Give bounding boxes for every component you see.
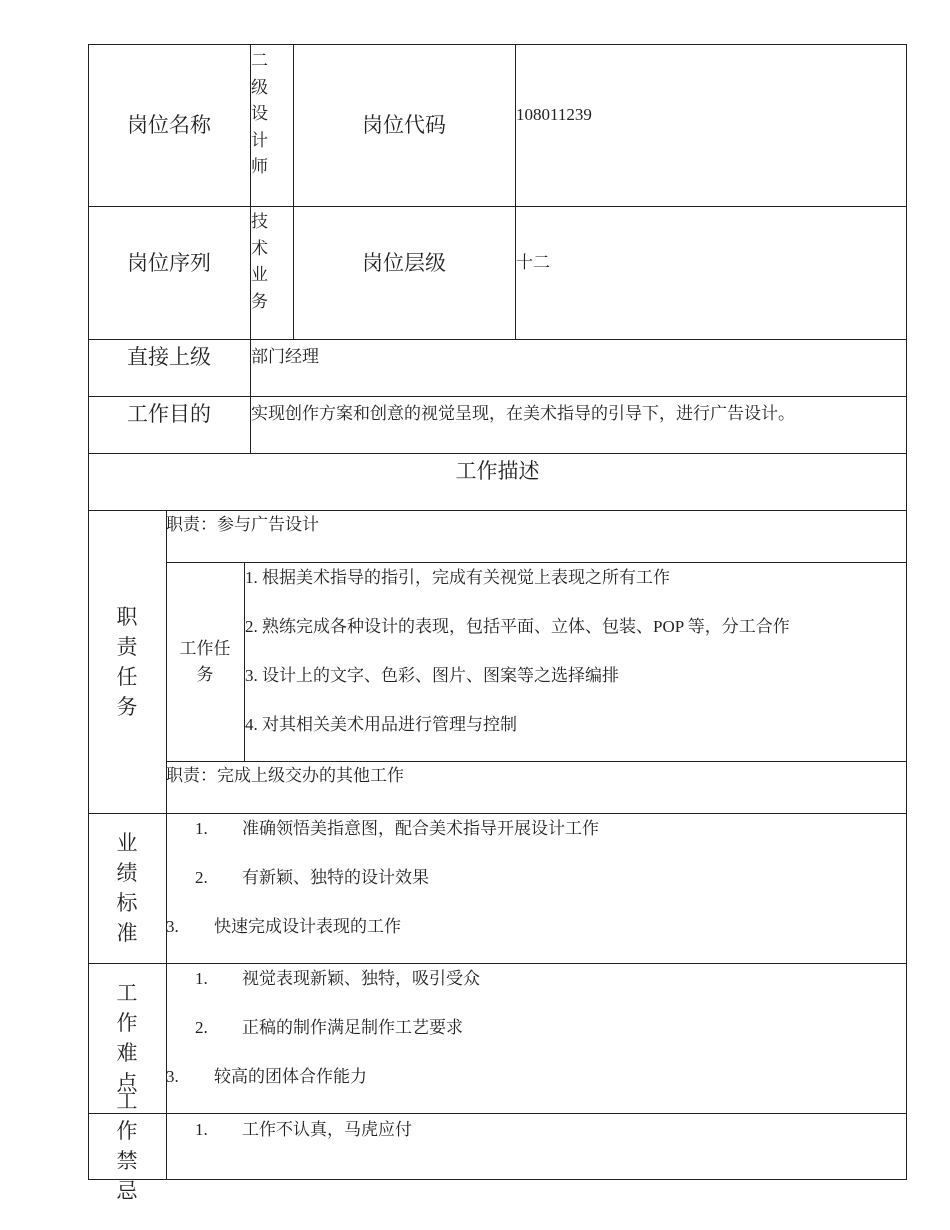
list-number: 2. [195, 868, 208, 887]
list-item [195, 968, 480, 990]
purpose-label: 工作目的 [127, 402, 211, 426]
task-item: 4. 对其相关美术用品进行管理与控制 [245, 715, 517, 734]
row-divider [166, 761, 907, 762]
row-divider [88, 1113, 907, 1114]
row-divider [88, 963, 907, 964]
position-code-value: 108011239 [516, 105, 592, 124]
list-text: 视觉表现新颖、独特，吸引受众 [242, 969, 480, 988]
task-item: 1. 根据美术指导的指引，完成有关视觉上表现之所有工作 [245, 568, 670, 587]
performance-label: 业绩标准 [116, 831, 138, 945]
list-text: 正稿的制作满足制作工艺要求 [242, 1018, 463, 1037]
table-border-right [906, 44, 907, 1180]
list-text: 准确领悟美指意图，配合美术指导开展设计工作 [242, 819, 599, 838]
list-text: 有新颖、独特的设计效果 [242, 868, 429, 887]
row-divider [88, 453, 907, 454]
task-item: 2. 熟练完成各种设计的表现，包括平面、立体、包装、POP 等，分工合作 [245, 617, 790, 636]
row-divider [166, 562, 907, 563]
list-number: 3. [166, 917, 179, 936]
supervisor-value: 部门经理 [251, 347, 319, 366]
taboos-label: 工作禁忌 [116, 1089, 138, 1203]
position-series-label: 岗位序列 [127, 251, 211, 275]
row-divider [88, 813, 907, 814]
purpose-value: 实现创作方案和创意的视觉呈现，在美术指导的引导下，进行广告设计。 [251, 404, 795, 423]
row-divider [88, 396, 907, 397]
duty-1: 职责：参与广告设计 [166, 515, 319, 534]
difficulties-label: 工作难点 [116, 981, 138, 1095]
list-text: 快速完成设计表现的工作 [214, 917, 401, 936]
list-item [195, 1119, 412, 1141]
list-item [195, 818, 599, 840]
list-text: 较高的团体合作能力 [214, 1067, 367, 1086]
supervisor-label: 直接上级 [127, 345, 211, 369]
list-text: 工作不认真，马虎应付 [242, 1120, 412, 1139]
position-level-label: 岗位层级 [362, 251, 446, 275]
duty-2: 职责：完成上级交办的其他工作 [166, 766, 404, 785]
task-item: 3. 设计上的文字、色彩、图片、图案等之选择编排 [245, 666, 619, 685]
list-number: 1. [195, 969, 208, 988]
list-item [195, 867, 429, 889]
position-level-value: 十二 [516, 253, 550, 272]
list-item [195, 1017, 463, 1039]
list-item [166, 916, 401, 938]
list-number: 3. [166, 1067, 179, 1086]
list-number: 1. [195, 1120, 208, 1139]
position-code-label: 岗位代码 [362, 113, 446, 137]
position-name-value: 二级设计师 [251, 51, 268, 176]
list-number: 1. [195, 819, 208, 838]
tasks-label: 工作任务 [179, 638, 231, 684]
work-description-title: 工作描述 [455, 459, 540, 483]
position-series-value: 技术业务 [251, 212, 268, 311]
position-name-label: 岗位名称 [127, 113, 211, 137]
list-number: 2. [195, 1018, 208, 1037]
column-divider [515, 44, 516, 339]
list-item [166, 1066, 367, 1088]
row-divider [88, 339, 907, 340]
row-divider [88, 510, 907, 511]
table-border-bottom [88, 1179, 907, 1180]
duties-label: 职责任务 [116, 604, 138, 719]
